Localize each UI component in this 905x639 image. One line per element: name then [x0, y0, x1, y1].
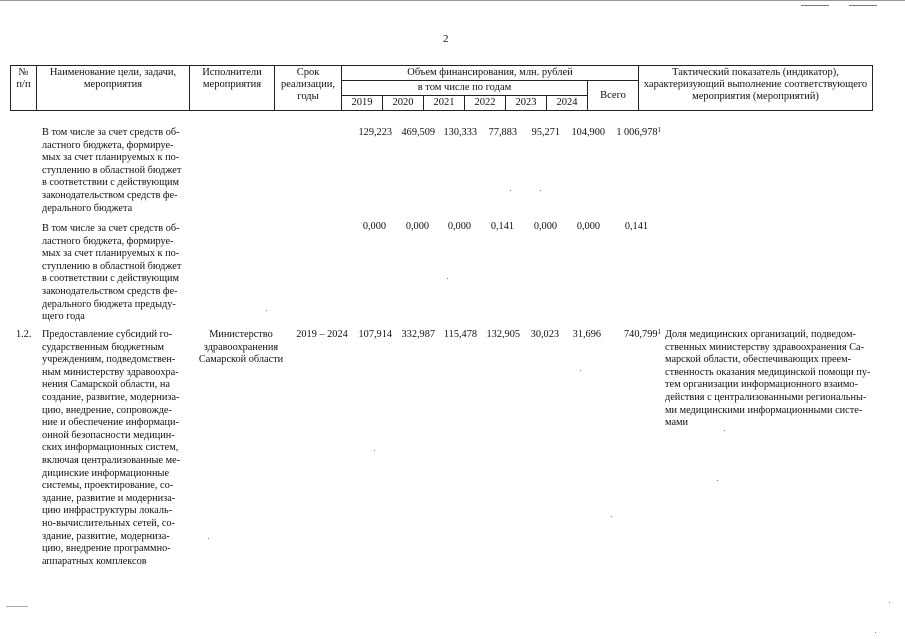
- header-year: 2022: [465, 96, 506, 111]
- scan-speck: [724, 430, 725, 431]
- row-2-value-2024: 0,000: [576, 221, 600, 232]
- row-3-value-2022: 132,905: [486, 329, 520, 340]
- header-year: 2020: [383, 96, 424, 111]
- scan-speck: [540, 190, 541, 191]
- header-total: Всего: [588, 81, 639, 111]
- row-3-value-2019: 107,914: [358, 329, 392, 340]
- scan-speck: [208, 538, 209, 539]
- header-financing: Объем финансирования, млн. рублей: [342, 66, 639, 81]
- scan-speck: [510, 190, 511, 191]
- scan-speck: [611, 516, 612, 517]
- row-1-value-2020: 469,509: [401, 127, 435, 138]
- row-3-value-2020: 332,987: [401, 329, 435, 340]
- scan-speck: [447, 278, 448, 279]
- scan-mark: [6, 606, 28, 607]
- header-year: 2024: [547, 96, 588, 111]
- page-number: 2: [443, 33, 449, 45]
- header-year: 2021: [424, 96, 465, 111]
- scan-mark: [801, 5, 829, 6]
- row-3-executor: Министерство здравоохранения Самарской области: [198, 329, 284, 366]
- scan-speck: [266, 310, 267, 311]
- row-1-value-2019: 129,223: [358, 127, 392, 138]
- row-2-value-2021: 0,000: [447, 221, 471, 232]
- header-executor: Исполнители мероприятия: [190, 66, 275, 111]
- scan-speck: [875, 632, 876, 633]
- header-indicator: Тактический показатель (индикатор), характеризующий выполнение соответствующего мероприятия (мероприятий): [639, 66, 873, 111]
- row-3-term: 2019 – 2024: [296, 329, 348, 340]
- header-year: 2023: [506, 96, 547, 111]
- row-3-value-2021: 115,478: [443, 329, 477, 340]
- row-3-name: Предоставление субсидий го- сударственным бюджетным учреждениям, подведомствен- ным министерству здравоохра- нения Самарской области, на создание, развитие, модерниза- цию, внедрение, сопровожде- ние и обеспечение информаци- онной безопасности медицин- ских информационных систем, включая централизованные ме- дицинские информационные системы, проектирование, со- здание, развитие и модерниза- цию инфраструктуры локаль- но-вычислительных сетей, со- здание, развитие, модерниза- цию, внедрение программно- аппаратных комплексов: [42, 329, 181, 567]
- row-2-value-2020: 0,000: [405, 221, 429, 232]
- scan-speck: [889, 602, 890, 603]
- header-term: Срок реализации, годы: [275, 66, 342, 111]
- row-2-name: В том числе за счет средств об- ластного бюджета, формируе- мых за счет планируемых к по- ступлению в областной бюджет в соответствии с действующим законодательством средств фе- дерального бюджета предыду- щего года: [42, 223, 182, 323]
- row-1-value-2024: 104,900: [571, 127, 605, 138]
- header-by-years: в том числе по годам: [342, 81, 588, 96]
- row-2-total: 0,141: [624, 221, 648, 232]
- row-3-number: 1.2.: [16, 329, 32, 340]
- row-2-value-2022: 0,141: [490, 221, 514, 232]
- row-1-total: 1 006,978$^1$: [616, 126, 661, 138]
- page-top-border: [0, 0, 905, 1]
- row-3-total: 740,799$^1$: [624, 328, 661, 340]
- row-3-value-2023: 30,023: [530, 329, 559, 340]
- scan-speck: [717, 480, 718, 481]
- row-1-value-2023: 95,271: [531, 127, 560, 138]
- row-1-name: В том числе за счет средств об- ластного бюджета, формируе- мых за счет планируемых к по- ступлению в областной бюджет в соответствии с действующим законодательством средств фе- дерального бюджета: [42, 127, 182, 214]
- row-1-value-2022: 77,883: [488, 127, 517, 138]
- header-name: Наименование цели, задачи, мероприятия: [37, 66, 190, 111]
- header-year: 2019: [342, 96, 383, 111]
- row-1-value-2021: 130,333: [443, 127, 477, 138]
- row-2-value-2019: 0,000: [362, 221, 386, 232]
- scan-speck: [580, 370, 581, 371]
- scan-speck: [374, 450, 375, 451]
- table-header: [10, 65, 873, 111]
- row-3-value-2024: 31,696: [572, 329, 601, 340]
- row-2-value-2023: 0,000: [533, 221, 557, 232]
- scan-mark: [849, 5, 877, 6]
- header-number: № п/п: [11, 66, 37, 111]
- row-3-indicator: Доля медицинских организаций, подведом- ственных министерству здравоохранения Са- марской области, обеспечивающих преем- ственность оказания медицинской помощи пу- тем организации информационного взаимо- действия с централизованными региональны- ми медицинскими информационными систе- мами: [665, 329, 871, 429]
